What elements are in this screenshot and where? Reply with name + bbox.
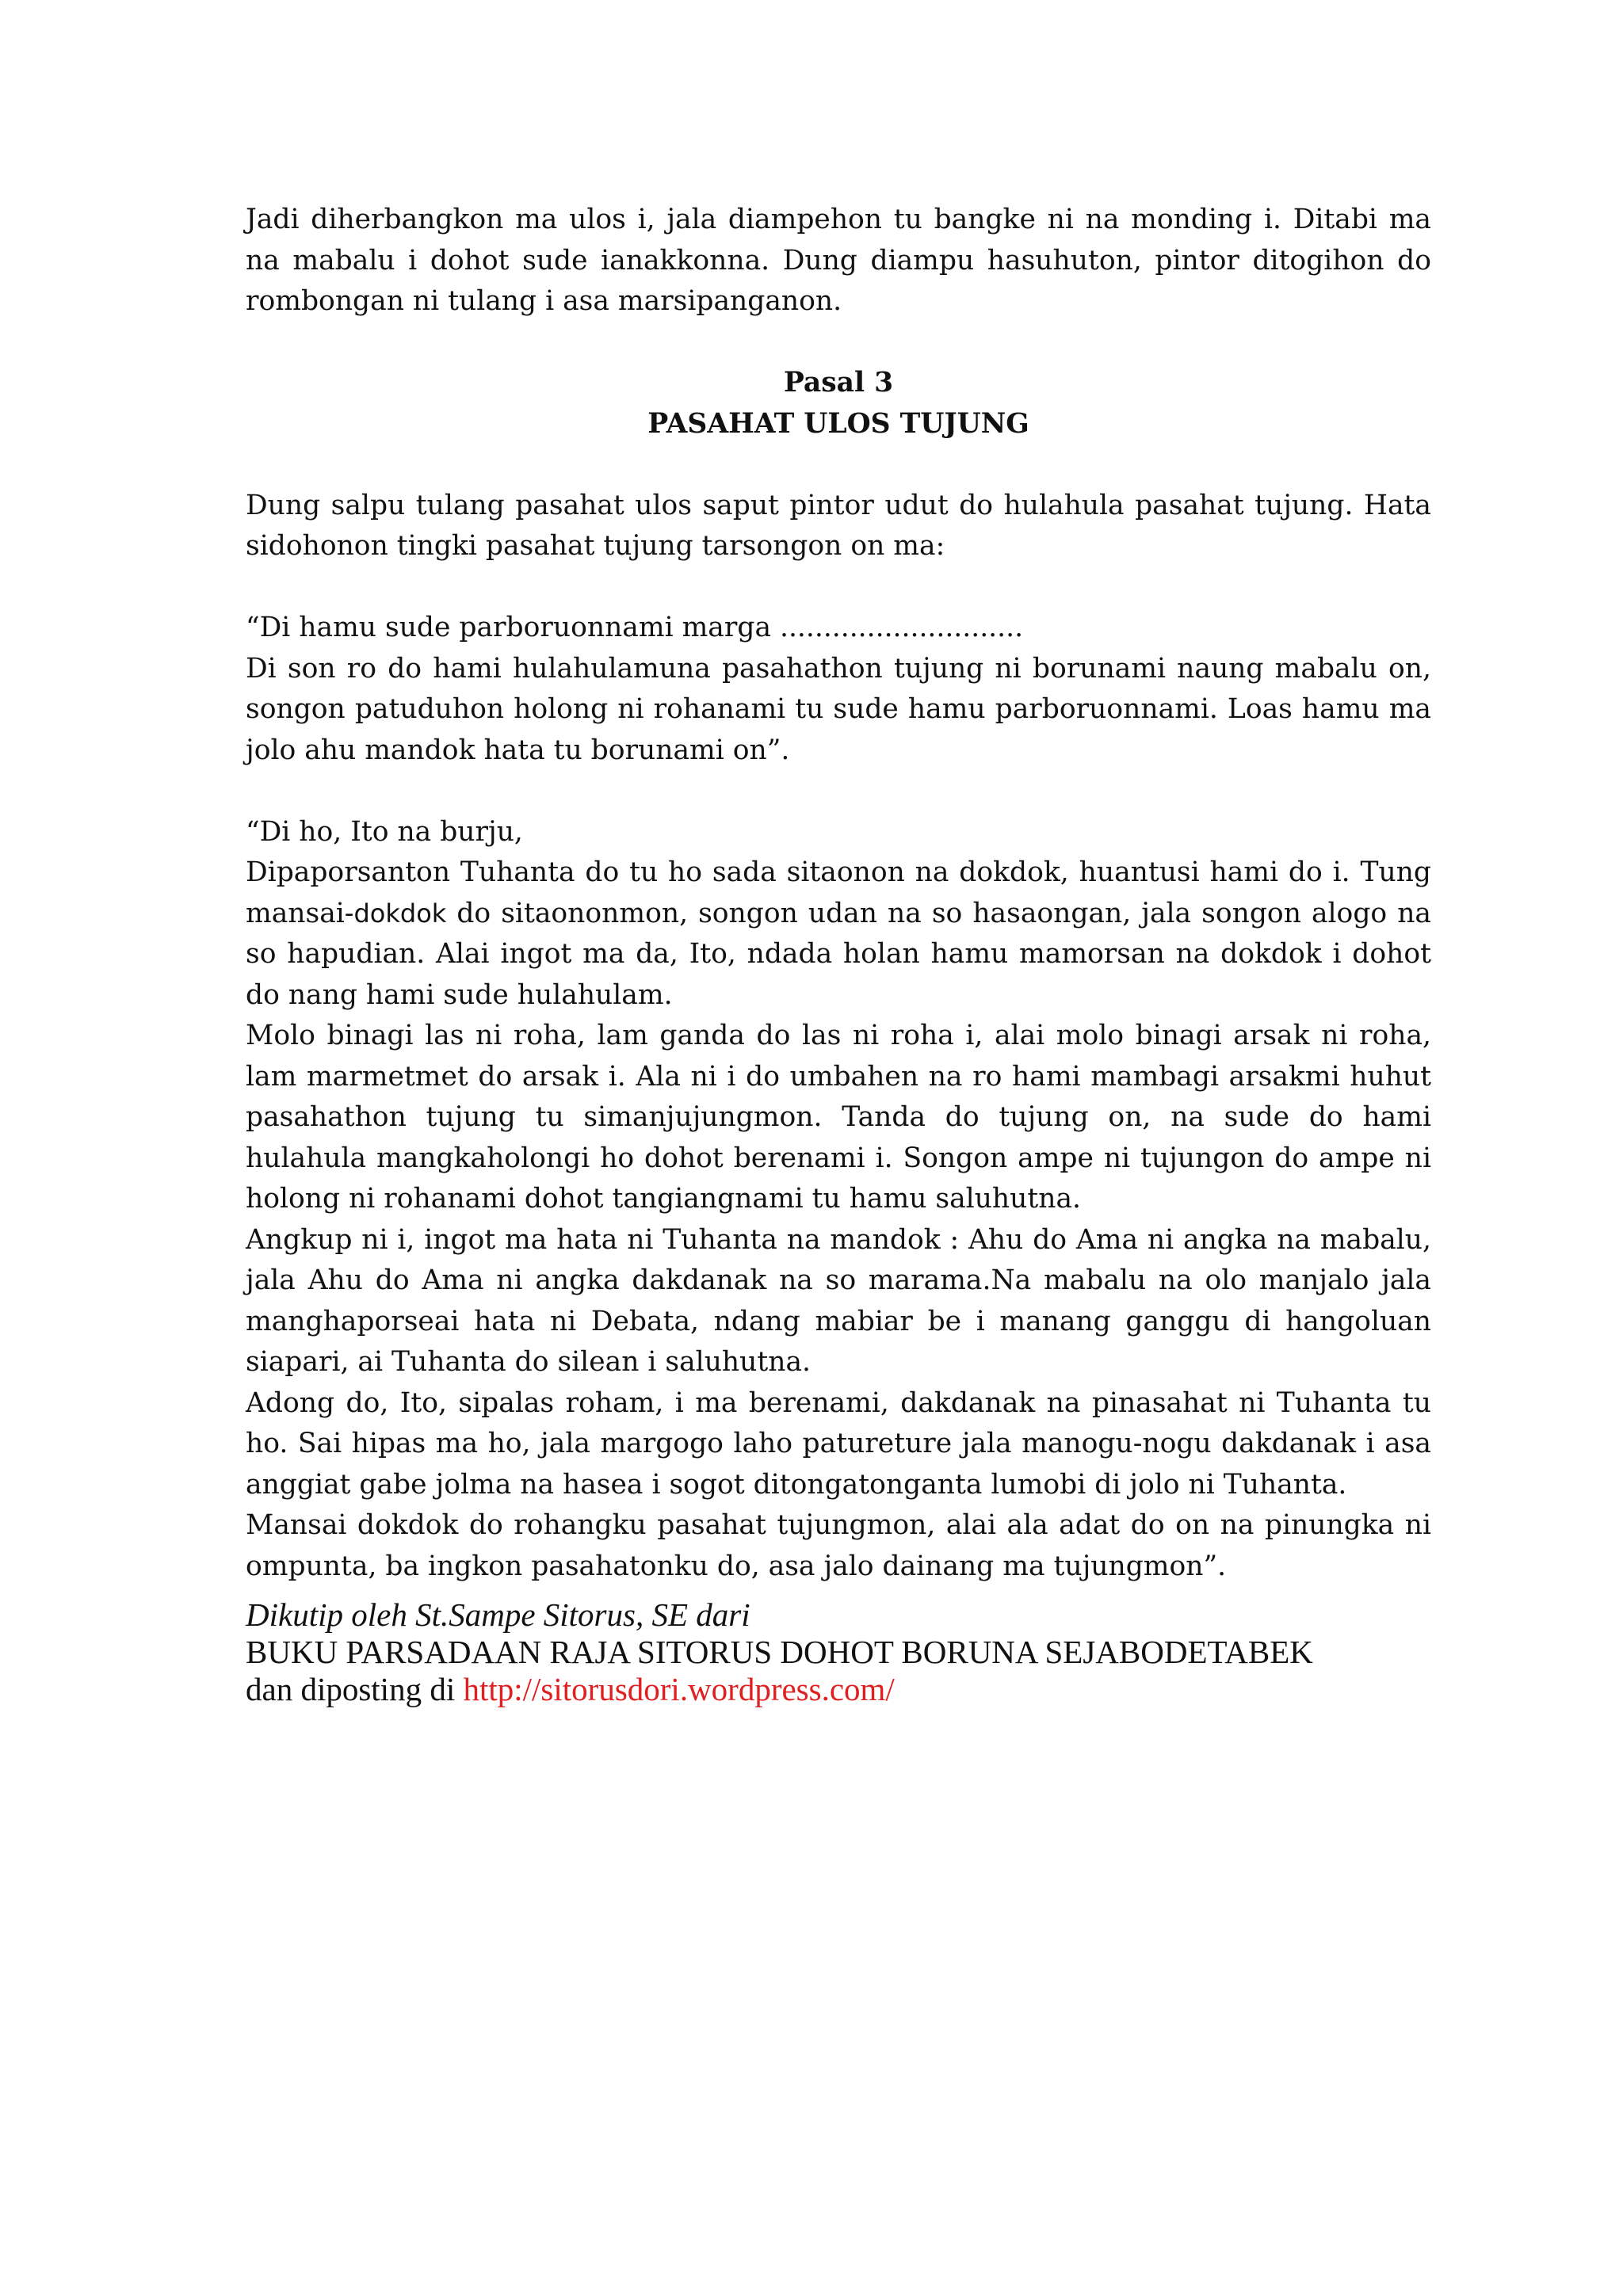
source-link[interactable]: http://sitorusdori.wordpress.com/	[463, 1671, 895, 1707]
section-title: PASAHAT ULOS TUJUNG	[647, 407, 1029, 440]
speech-greeting: “Di ho, Ito na burju,	[246, 815, 523, 848]
spacer	[246, 444, 1431, 486]
speech-paragraph: Angkup ni i, ingot ma hata ni Tuhanta na mandok : Ahu do Ama ni angka na mabalu, jala Ahu do Ama ni angka dakdanak na so marama.Na mabalu na olo manjalo jala manghaporseai hata ni Debata, ndang mabiar be i manang ganggu di hangoluan siapari, ai Tuhanta do silean i saluhutna.	[246, 1223, 1431, 1378]
text-run: Dipaporsanton Tuhanta do tu ho sada sitaonon na dokdok, huantusi hami do i. Tung mansai-	[246, 856, 1431, 929]
spacer	[246, 1587, 1431, 1596]
speech-paragraph: Mansai dokdok do rohangku pasahat tujungmon, alai ala adat do on na pinungka ni ompunta, ba ingkon pasahatonku do, asa jalo dainang ma tujungmon”.	[246, 1509, 1431, 1582]
spacer	[246, 322, 1431, 364]
speech-paragraph	[246, 852, 1431, 1016]
credit-posted	[246, 1671, 1431, 1708]
intro-paragraph: Jadi diherbangkon ma ulos i, jala diampehon tu bangke ni na monding i. Ditabi ma na mabalu i dohot sude ianakkonna. Dung diampu hasuhuton, pintor ditogihon do rombongan ni tulang i asa marsipanganon.	[246, 204, 1431, 317]
speech-opening-line: “Di hamu sude parboruonnami marga ............................	[246, 612, 1024, 643]
spacer	[246, 567, 1431, 608]
speech-paragraph: Molo binagi las ni roha, lam ganda do las ni roha i, alai molo binagi arsak ni roha, lam marmetmet do arsak i. Ala ni i do umbahen na ro hami mambagi arsakmi huhut pasahathon tujung tu simanjujungmon. Tanda do tujung on, na sude do hami hulahula mangkaholongi ho dohot berenami i. Songon ampe ni tujungon do ampe ni holong ni rohanami dohot tangiangnami tu hamu saluhutna.	[246, 1020, 1431, 1215]
text-run-sans: dokdok	[353, 898, 447, 929]
credit-book-title: BUKU PARSADAAN RAJA SITORUS DOHOT BORUNA SEJABODETABEK	[246, 1634, 1313, 1670]
speech-paragraph: Di son ro do hami hulahulamuna pasahathon tujung ni borunami naung mabalu on, songon patuduhon holong ni rohanami tu sude hamu parboruonnami. Loas hamu ma jolo ahu mandok hata tu borunami on”.	[246, 652, 1431, 766]
paragraph-tujung-intro: Dung salpu tulang pasahat ulos saput pintor udut do hulahula pasahat tujung. Hata sidohonon tingki pasahat tujung tarsongon on ma:	[246, 489, 1431, 562]
document-page	[246, 200, 1431, 1708]
spacer	[246, 771, 1431, 812]
speech-paragraph: Adong do, Ito, sipalas roham, i ma berenami, dakdanak na pinasahat ni Tuhanta tu ho. Sai hipas ma ho, jala margogo laho patureture jala manogu-nogu dakdanak i asa anggiat gabe jolma na hasea i sogot ditongatonganta lumobi di jolo ni Tuhanta.	[246, 1386, 1431, 1501]
credit-quoted-by: Dikutip oleh St.Sampe Sitorus, SE dari	[246, 1596, 750, 1633]
credit-posted-prefix: dan diposting di	[246, 1671, 464, 1707]
section-number: Pasal 3	[783, 367, 894, 399]
text-run: do sitaononmon, songon udan na so hasaongan, jala songon alogo na so hapudian. Alai ingot ma da, Ito, ndada holan hamu mamorsan na dokdok i dohot do nang hami sude hulahulam.	[246, 897, 1431, 1011]
